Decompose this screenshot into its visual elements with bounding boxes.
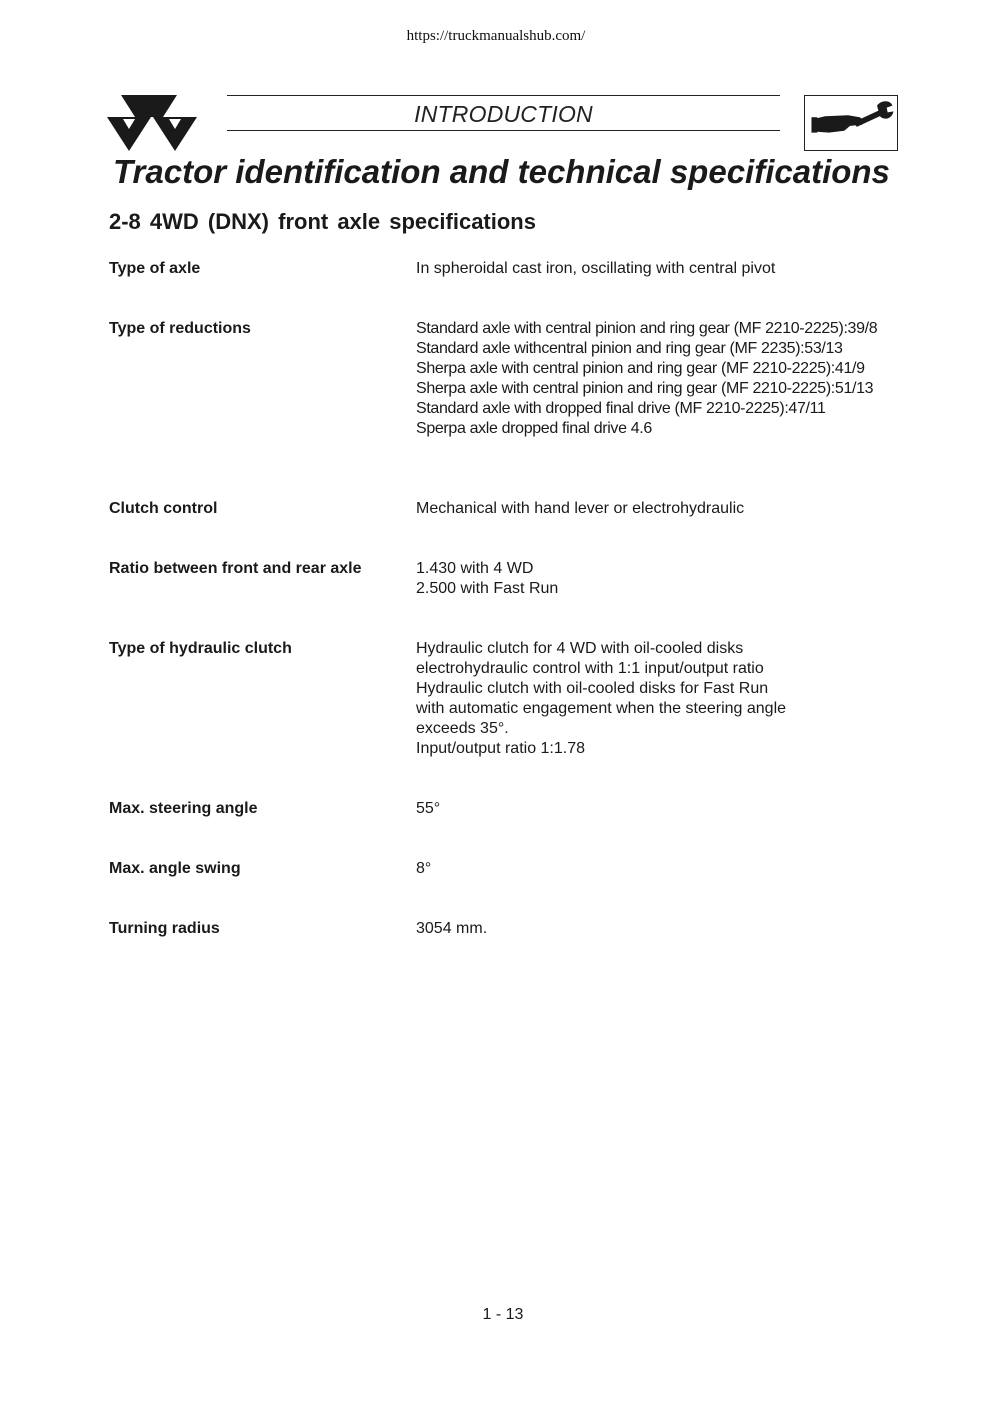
spec-label: Max. steering angle: [109, 800, 258, 817]
spec-value: exceeds 35°.: [416, 720, 509, 737]
spec-value: 8°: [416, 860, 432, 877]
spec-value: Mechanical with hand lever or electrohydraulic: [416, 500, 745, 517]
spec-value: Hydraulic clutch for 4 WD with oil-cooled disks: [416, 640, 744, 657]
spec-values: [416, 319, 936, 439]
spec-values: [416, 799, 936, 819]
spec-value: 1.430 with 4 WD: [416, 560, 534, 577]
spec-label: Type of reductions: [109, 320, 251, 337]
spec-value: Standard axle with central pinion and ring gear (MF 2210-2225):39/8: [416, 320, 878, 337]
spec-label: Turning radius: [109, 920, 220, 937]
spec-value: electrohydraulic control with 1:1 input/output ratio: [416, 660, 764, 677]
page-number: 1 - 13: [482, 1306, 524, 1323]
spec-value: Sperpa axle dropped final drive 4.6: [416, 420, 652, 437]
spec-label: Max. angle swing: [109, 860, 241, 877]
spec-value: 55°: [416, 800, 441, 817]
spec-values: [416, 639, 936, 759]
spec-values: [416, 499, 936, 519]
spec-value: Hydraulic clutch with oil-cooled disks for Fast Run: [416, 680, 769, 697]
section-title: 2-8 4WD (DNX) front axle specifications: [109, 209, 536, 234]
spec-label: Type of hydraulic clutch: [109, 640, 292, 657]
triple-triangle-logo-icon: [107, 93, 197, 153]
spec-value: Input/output ratio 1:1.78: [416, 740, 586, 757]
spec-values: [416, 919, 936, 939]
spec-value: 3054 mm.: [416, 920, 488, 937]
spec-value: In spheroidal cast iron, oscillating with central pivot: [416, 260, 776, 277]
spec-values: [416, 559, 936, 599]
section-label: INTRODUCTION: [414, 101, 593, 127]
spec-label: Type of axle: [109, 260, 201, 277]
spec-value: Sherpa axle with central pinion and ring gear (MF 2210-2225):51/13: [416, 380, 874, 397]
spec-values: [416, 259, 936, 279]
hand-wrench-icon: [804, 95, 898, 151]
spec-values: [416, 859, 936, 879]
spec-value: 2.500 with Fast Run: [416, 580, 559, 597]
section-header-band: [227, 95, 780, 131]
spec-value: Sherpa axle with central pinion and ring gear (MF 2210-2225):41/9: [416, 360, 865, 377]
page-title: Tractor identification and technical specifications: [113, 153, 890, 190]
spec-label: Clutch control: [109, 500, 218, 517]
spec-value: with automatic engagement when the steering angle: [416, 700, 787, 717]
spec-label: Ratio between front and rear axle: [109, 560, 362, 577]
spec-value: Standard axle with dropped final drive (MF 2210-2225):47/11: [416, 400, 826, 417]
spec-value: Standard axle withcentral pinion and ring gear (MF 2235):53/13: [416, 340, 843, 357]
header-url: https://truckmanualshub.com/: [406, 28, 586, 44]
